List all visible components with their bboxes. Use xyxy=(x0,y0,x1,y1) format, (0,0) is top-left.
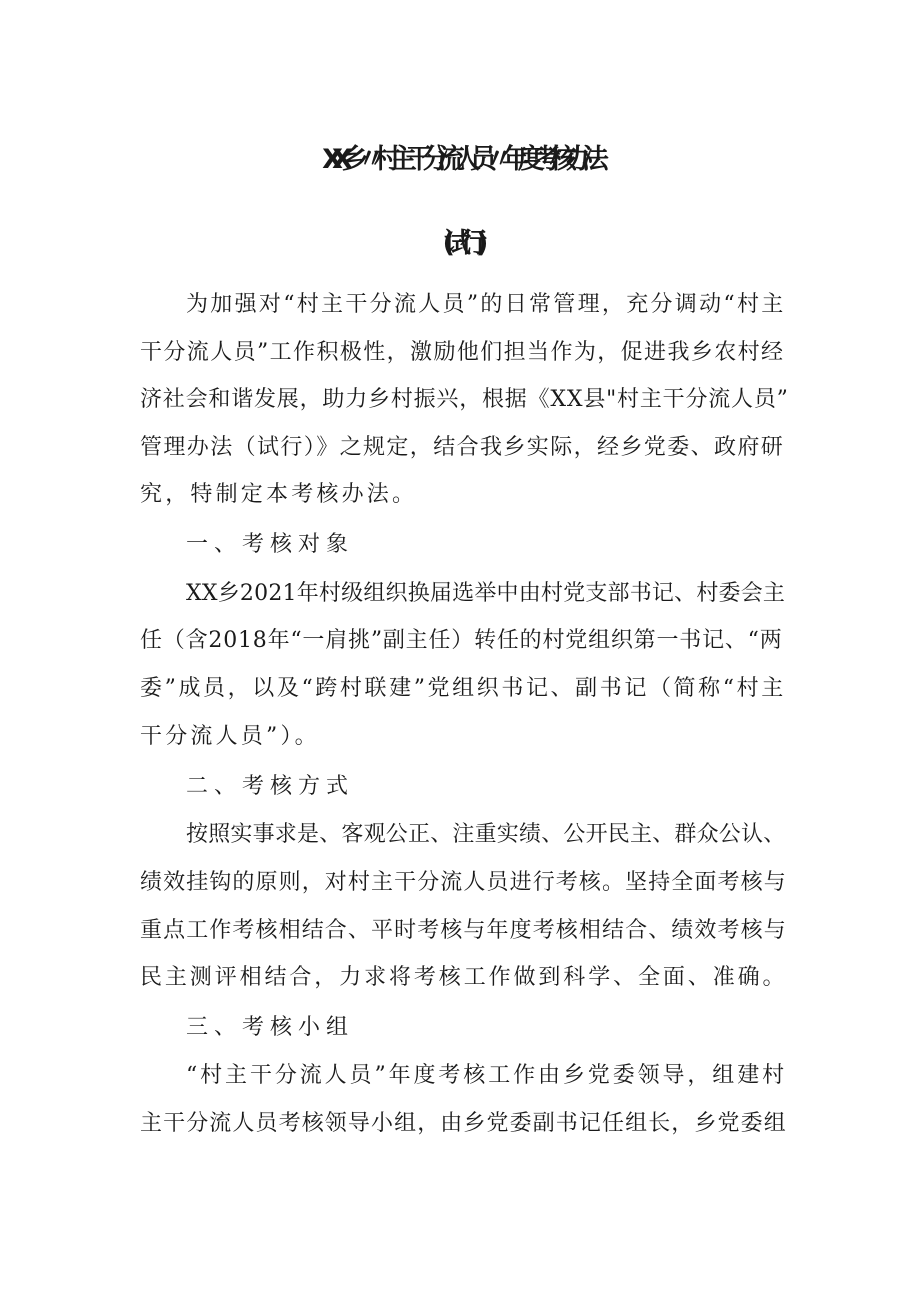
section2-line: 民主测评相结合，力求将考核工作做到科学、全面、准确。 xyxy=(140,965,788,990)
section2-line: 重点工作考核相结合、平时考核与年度考核相结合、绩效考核与 xyxy=(140,918,787,943)
section1-line: 干分流人员”）。 xyxy=(140,724,320,749)
document-subtitle: (试行) xyxy=(442,228,478,259)
section-heading-methods: 二、考核方式 xyxy=(186,774,355,799)
section3-line: 主干分流人员考核领导小组，由乡党委副书记任组长，乡党委组 xyxy=(140,1111,787,1136)
intro-line: 管理办法（试行）》之规定，结合我乡实际，经乡党委、政府研 xyxy=(140,435,785,460)
section-heading-targets: 一、考核对象 xyxy=(186,532,355,557)
intro-line: 为加强对“村主干分流人员”的日常管理，充分调动“村主 xyxy=(186,292,786,317)
section2-line: 按照实事求是、客观公正、注重实绩、公开民主、群众公认、 xyxy=(186,822,786,847)
section2-line: 绩效挂钩的原则，对村主干分流人员进行考核。坚持全面考核与 xyxy=(140,870,787,895)
intro-line: 干分流人员”工作积极性，激励他们担当作为，促进我乡农村经 xyxy=(140,340,785,365)
section3-line: “村主干分流人员”年度考核工作由乡党委领导，组建村 xyxy=(186,1063,787,1088)
intro-line: 究，特制定本考核办法。 xyxy=(140,482,418,507)
intro-line: 济社会和谐发展，助力乡村振兴，根据《XX县"村主干分流人员” xyxy=(140,387,789,412)
section1-line: 委”成员，以及“跨村联建”党组织书记、副书记（简称“村主 xyxy=(140,676,786,701)
document-title: XX乡〃村主干分流人员〃年度考核办法 xyxy=(322,144,598,175)
section-heading-group: 三、考核小组 xyxy=(186,1015,355,1040)
section1-line: 任（含2018年“一肩挑”副主任）转任的村党组织第一书记、“两 xyxy=(140,628,783,653)
section1-line: XX乡2021年村级组织换届选举中由村党支部书记、村委会主 xyxy=(186,581,786,606)
